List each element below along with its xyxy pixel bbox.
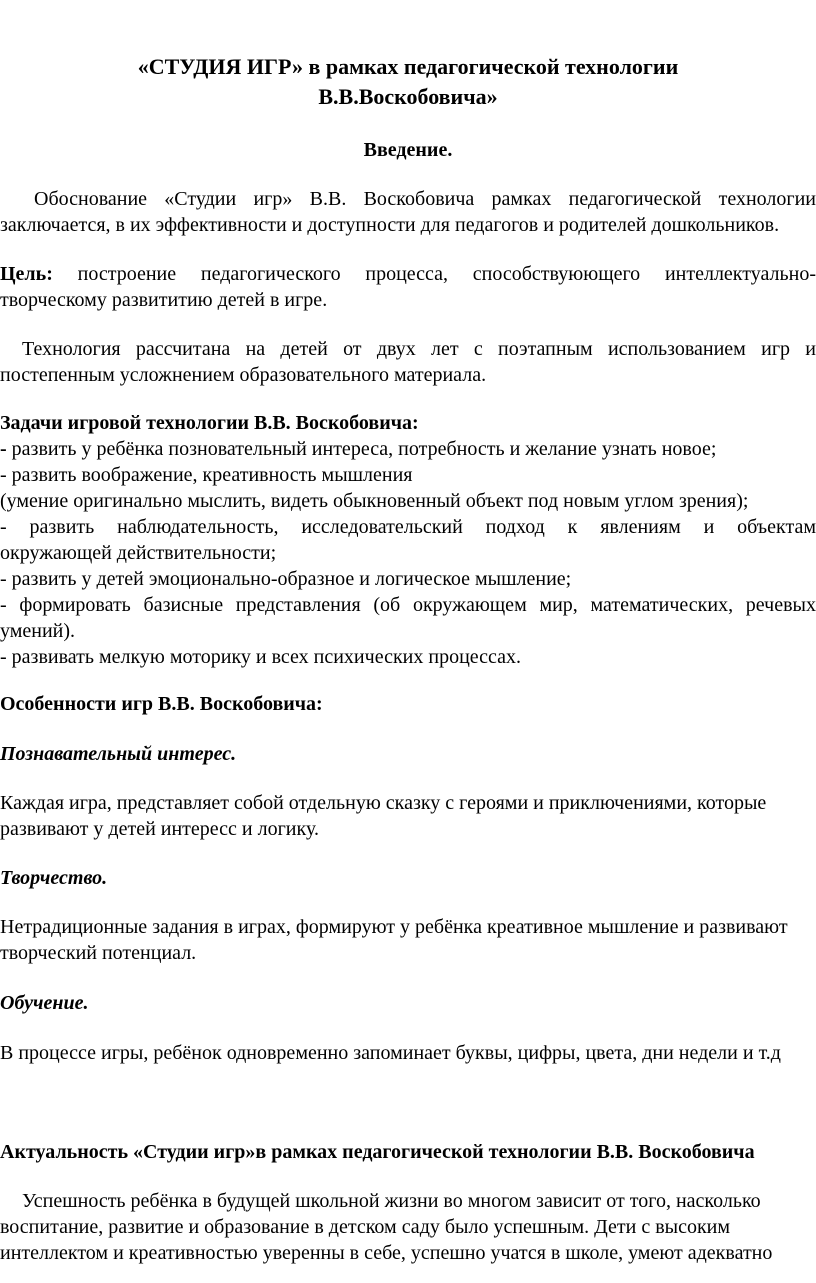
feature-1-line-2: развивают у детей интересс и логику. (0, 818, 319, 840)
tasks-heading: Задачи игровой технологии В.В. Воскобовича: (0, 412, 419, 434)
feature-2-line-2: творческий потенциал. (0, 942, 197, 964)
document-title (0, 52, 816, 112)
feature-3-text (0, 1040, 816, 1066)
relevance-line-1: Успешность ребёнка в будущей школьной жизни во многом зависит от того, насколько (22, 1190, 761, 1212)
technology-line-2: постепенным усложнением образовательного материала. (0, 364, 487, 386)
feature-1-text (0, 790, 816, 842)
feature-1-heading: Познавательный интерес. (0, 743, 237, 765)
task-text-1: развить у ребёнка позновательный интереса, потребность и желание узнать новое; (6, 438, 717, 460)
intro-line-1: Обоснование «Студии игр» В.В. Воскобовича рамках педагогической технологии (34, 188, 816, 210)
intro-heading: Введение. (363, 139, 453, 161)
goal-label: Цель: (0, 263, 53, 285)
task-item-1 (0, 436, 816, 462)
relevance-line-3: интеллектом и креативностью уверенны в себе, успешно учатся в школе, умеют адекватно (0, 1242, 773, 1264)
task-item-2: - развить воображение, креативность мышления (0, 464, 413, 486)
intro-line-2: заключается, в их эффективности и доступности для педагогов и родителей дошкольников. (0, 214, 780, 236)
goal-line-2: творческому развититию детей в игре. (0, 289, 328, 311)
features-heading: Особенности игр В.В. Воскобовича: (0, 693, 323, 715)
relevance-line-2: воспитание, развитие и образование в детском саду было успешным. Дети с высоким (0, 1216, 731, 1238)
feature-2-text (0, 914, 816, 966)
feature-2-line-1: Нетрадиционные задания в играх, формируют у ребёнка креативное мышление и развивают (0, 916, 788, 938)
goal-line-1 (0, 261, 816, 287)
feature-2-heading: Творчество. (0, 867, 108, 889)
task-dash: - (0, 438, 7, 460)
task-item-3-continued: окружающей действительности; (0, 542, 277, 564)
task-item-6: - развивать мелкую моторику и всех психических процессах. (0, 646, 522, 668)
tasks-section (0, 410, 816, 670)
title-line-1: «СТУДИЯ ИГР» в рамках педагогической технологии (137, 54, 679, 79)
task-item-5-continued: умений). (0, 620, 76, 642)
relevance-heading: Актуальность «Студии игр»в рамках педагогической технологии В.В. Воскобовича (0, 1141, 755, 1163)
task-item-2-continued: (умение оригинально мыслить, видеть обыкновенный объект под новым углом зрения); (0, 490, 749, 512)
feature-1-line-1: Каждая игра, представляет собой отдельную сказку с героями и приключениями, которые (0, 792, 767, 814)
relevance-paragraph (0, 1188, 816, 1266)
goal-text: построение педагогического процесса, способствуюющего интеллектуально- (52, 263, 816, 285)
intro-paragraph (0, 186, 816, 238)
task-item-5: - формировать базисные представления (об окружающем мир, математических, речевых (0, 594, 816, 616)
task-item-4: - развить у детей эмоционально-образное и логическое мышление; (0, 568, 572, 590)
technology-line-1: Технология рассчитана на детей от двух лет с поэтапным использованием игр и (22, 338, 816, 360)
feature-3-heading: Обучение. (0, 992, 89, 1014)
feature-3-line-1: В процессе игры, ребёнок одновременно запоминает буквы, цифры, цвета, дни недели и т.д (0, 1042, 781, 1064)
goal-paragraph (0, 261, 816, 313)
title-line-2: В.В.Воскобовича» (318, 84, 498, 109)
technology-paragraph (0, 336, 816, 388)
task-item-3: - развить наблюдательность, исследовательский подход к явлениям и объектам (0, 516, 816, 538)
